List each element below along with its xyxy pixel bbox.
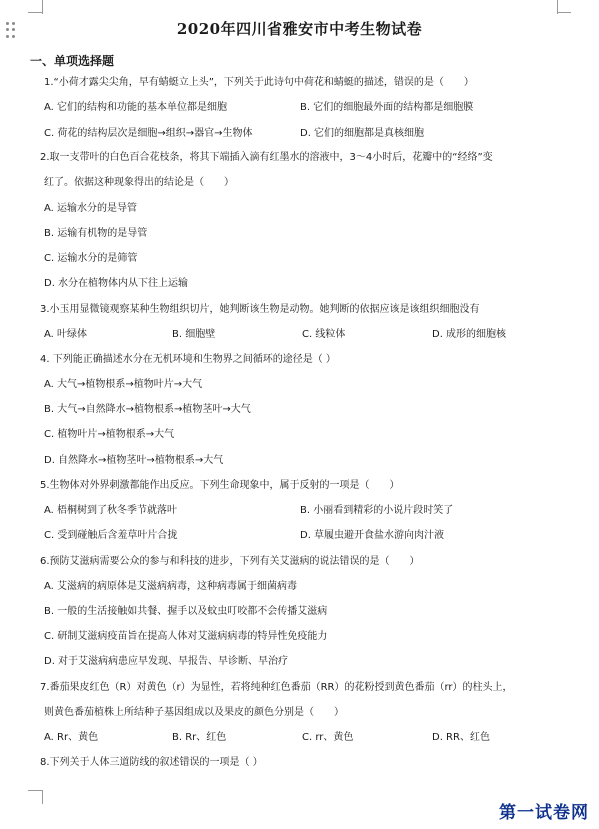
site-watermark-logo: 第一试卷网 <box>499 803 589 823</box>
q7-stem-line-2: 则黄色番茄植株上所结种子基因组成以及果皮的颜色分别是（ ） <box>44 707 344 718</box>
q4-option-c: C. 植物叶片→植物根系→大气 <box>44 429 175 440</box>
q1-option-c: C. 荷花的结构层次是细胞→组织→器官→生物体 <box>44 128 253 139</box>
q2-option-d: D. 水分在植物体内从下往上运输 <box>44 278 189 289</box>
q3-stem: 3.小玉用显微镜观察某种生物组织切片，她判断该生物是动物。她判断的依据应该是该组织细胞没有 <box>40 304 480 315</box>
q7-option-a: A. Rr、黄色 <box>44 732 99 743</box>
q4-stem: 4. 下列能正确描述水分在无机环境和生物界之间循环的途径是（ ） <box>40 354 336 365</box>
crop-mark-bottom-left-v <box>42 790 43 804</box>
section-heading: 一、单项选择题 <box>30 54 115 68</box>
q2-option-a: A. 运输水分的是导管 <box>44 203 138 214</box>
q5-option-d: D. 草履虫避开食盐水游向肉汁液 <box>300 530 445 541</box>
q5-stem: 5.生物体对外界刺激都能作出反应。下列生命现象中，属于反射的一项是（ ） <box>40 480 400 491</box>
q2-option-b: B. 运输有机物的是导管 <box>44 228 148 239</box>
q2-option-c: C. 运输水分的是筛管 <box>44 253 138 264</box>
q2-stem-line-2: 红了。依据这种现象得出的结论是（ ） <box>44 177 234 188</box>
crop-mark-top-right-v <box>557 0 558 14</box>
crop-mark-top-left-v <box>42 0 43 14</box>
q3-option-a: A. 叶绿体 <box>44 329 88 340</box>
crop-mark-top-right-h <box>557 12 571 13</box>
q4-option-a: A. 大气→植物根系→植物叶片→大气 <box>44 379 203 390</box>
q6-option-d: D. 对于艾滋病病患应早发现、早报告、早诊断、早治疗 <box>44 656 289 667</box>
q3-option-d: D. 成形的细胞核 <box>432 329 507 340</box>
q5-option-b: B. 小丽看到精彩的小说片段时笑了 <box>300 505 454 516</box>
crop-mark-bottom-left-h <box>28 790 42 791</box>
crop-mark-top-left-h <box>28 12 42 13</box>
q1-stem: 1.“小荷才露尖尖角，早有蜻蜓立上头”，下列关于此诗句中荷花和蜻蜓的描述，错误的是（ ） <box>44 77 474 88</box>
q4-option-b: B. 大气→自然降水→植物根系→植物茎叶→大气 <box>44 404 251 415</box>
q6-option-b: B. 一般的生活接触如共餐、握手以及蚊虫叮咬都不会传播艾滋病 <box>44 606 328 617</box>
q7-option-b: B. Rr、红色 <box>172 732 227 743</box>
q8-stem: 8.下列关于人体三道防线的叙述错误的一项是（ ） <box>40 757 263 768</box>
q7-option-d: D. RR、红色 <box>432 732 490 743</box>
q1-option-a: A. 它们的结构和功能的基本单位都是细胞 <box>44 102 228 113</box>
q3-option-c: C. 线粒体 <box>302 329 346 340</box>
q4-option-d: D. 自然降水→植物茎叶→植物根系→大气 <box>44 455 224 466</box>
q1-option-d: D. 它们的细胞都是真核细胞 <box>300 128 425 139</box>
q6-stem: 6.预防艾滋病需要公众的参与和科技的进步，下列有关艾滋病的说法错误的是（ ） <box>40 556 420 567</box>
q5-option-a: A. 梧桐树到了秋冬季节就落叶 <box>44 505 178 516</box>
q3-option-b: B. 细胞壁 <box>172 329 216 340</box>
q7-stem-line-1: 7.番茄果皮红色（R）对黄色（r）为显性，若将纯种红色番茄（RR）的花粉授到黄色番茄（rr）的柱头上， <box>40 682 513 693</box>
q2-stem-line-1: 2.取一支带叶的白色百合花枝条，将其下端插入滴有红墨水的溶液中，3～4小时后，花瓣中的“经络”变 <box>40 152 493 163</box>
q1-option-b: B. 它们的细胞最外面的结构都是细胞膜 <box>300 102 474 113</box>
q7-option-c: C. rr、黄色 <box>302 732 354 743</box>
q6-option-c: C. 研制艾滋病疫苗旨在提高人体对艾滋病病毒的特异性免疫能力 <box>44 631 328 642</box>
page-title: 2020年四川省雅安市中考生物试卷 <box>176 20 423 38</box>
q5-option-c: C. 受到碰触后含羞草叶片合拢 <box>44 530 178 541</box>
q6-option-a: A. 艾滋病的病原体是艾滋病病毒，这种病毒属于细菌病毒 <box>44 581 298 592</box>
